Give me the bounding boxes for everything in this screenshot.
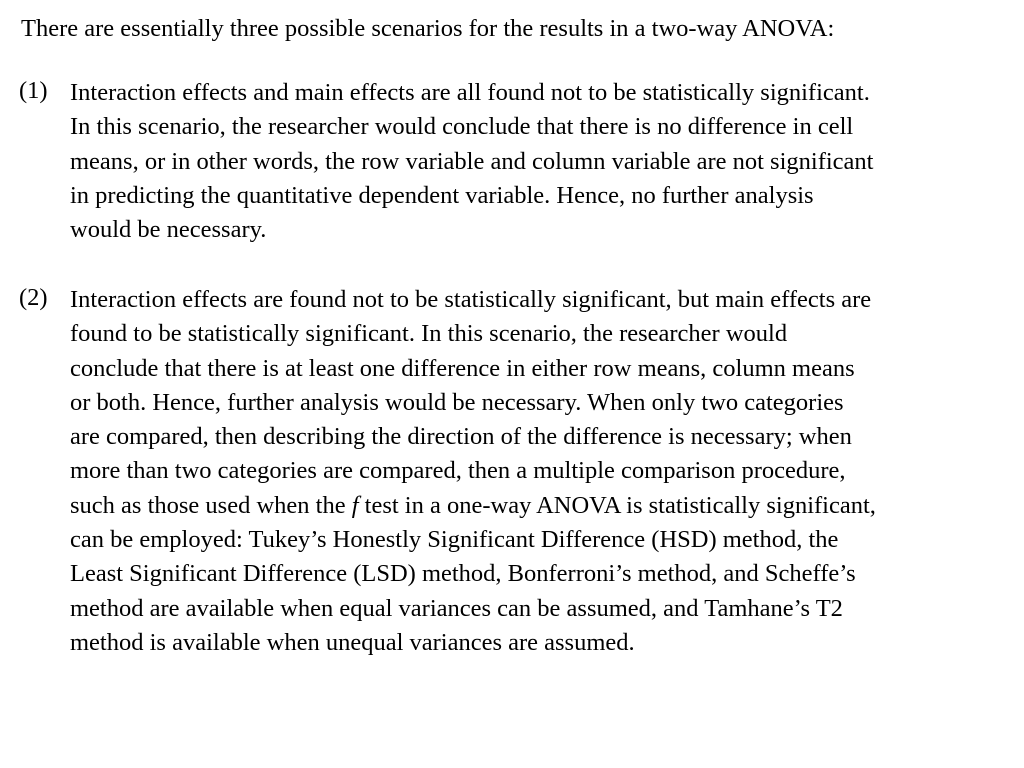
paragraph-line: Least Significant Difference (LSD) method, Bonferroni’s method, and Scheffe’s (70, 560, 856, 588)
paragraph-line: Interaction effects and main effects are all found not to be statistically significant. (70, 79, 870, 106)
paragraph-line: can be employed: Tukey’s Honestly Significant Difference (HSD) method, the (70, 526, 839, 554)
paragraph-line: method is available when unequal variances are assumed. (70, 628, 635, 656)
paragraph-line: conclude that there is at least one difference in either row means, column means (70, 354, 855, 382)
scenario-number: (1) (19, 77, 48, 104)
paragraph-line: more than two categories are compared, then a multiple comparison procedure, (70, 457, 846, 485)
intro-text: There are essentially three possible scenarios for the results in a two-way ANOVA: (21, 15, 835, 42)
paragraph-line-with-italic (70, 489, 1020, 523)
paragraph-line: in predicting the quantitative dependent variable. Hence, no further analysis (70, 181, 814, 209)
text-run: such as those used when the (70, 491, 352, 519)
paragraph-line: Interaction effects are found not to be statistically significant, but main effects are (70, 286, 872, 313)
scenario-paragraph (70, 76, 1020, 247)
italic-f-symbol: f (351, 491, 359, 519)
paragraph-line: method are available when equal variances can be assumed, and Tamhane’s T2 (70, 594, 843, 622)
text-run: test in a one-way ANOVA is statistically significant, (358, 491, 876, 519)
scenario-paragraph (70, 283, 1020, 660)
paragraph-line: are compared, then describing the direction of the difference is necessary; when (70, 423, 852, 451)
paragraph-line: would be necessary. (70, 216, 267, 244)
paragraph-line: or both. Hence, further analysis would be necessary. When only two categories (70, 388, 844, 416)
paragraph-line: means, or in other words, the row variable and column variable are not significant (70, 147, 874, 175)
paragraph-line: found to be statistically significant. In this scenario, the researcher would (70, 320, 788, 348)
paragraph-line: In this scenario, the researcher would conclude that there is no difference in cell (70, 113, 854, 141)
scenario-number: (2) (19, 284, 48, 311)
